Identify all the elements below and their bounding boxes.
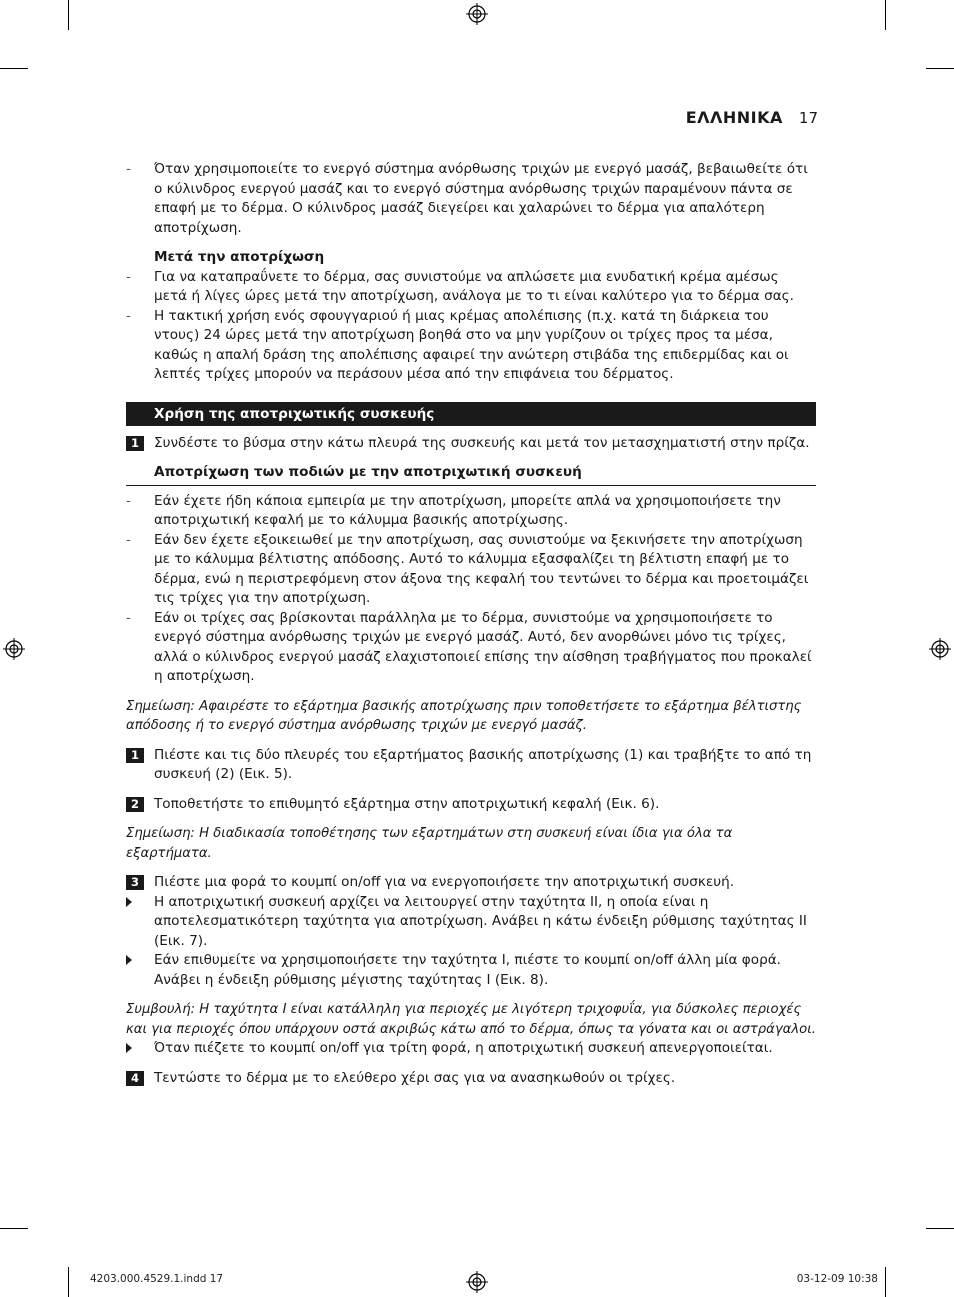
step-text: Πιέστε μια φορά το κουμπί on/off για να ενεργοποιήσετε την αποτριχωτική συσκευή. [154, 874, 735, 890]
step-number: 4 [126, 1071, 144, 1086]
step-item [126, 746, 816, 785]
step-number: 1 [126, 748, 144, 763]
page-header [686, 108, 818, 127]
crop-mark [926, 1228, 954, 1229]
step-number: 2 [126, 797, 144, 812]
registration-mark-icon [466, 1271, 488, 1293]
result-arrow-icon [126, 897, 132, 907]
registration-mark-icon [929, 638, 951, 660]
result-item [126, 893, 816, 952]
list-item: - Εάν οι τρίχες σας βρίσκονται παράλληλα με το δέρμα, συνιστούμε να χρησιμοποιήσετε το ενεργό σύστημα ανόρθωσης τριχών με ενεργό μασάζ. Αυτό, δεν ανορθώνει μόνο τις τρίχες, αλλά ο κύλινδρος ενεργού μασάζ ελαχιστοποιεί επίσης την αίσθηση τραβήγματος που προκαλεί η αποτρίχωση. [126, 609, 816, 687]
step-item [126, 795, 816, 815]
crop-mark [68, 0, 69, 30]
note-text: Σημείωση: Η διαδικασία τοποθέτησης των εξαρτημάτων στη συσκευή είναι ίδια για όλα τα εξαρτήματα. [126, 826, 733, 861]
registration-mark-icon [3, 638, 25, 660]
result-text: Η αποτριχωτική συσκευή αρχίζει να λειτουργεί στην ταχύτητα II, η οποία είναι η αποτελεσματικότερη ταχύτητα για αποτρίχωση. Ανάβει η κάτω ένδειξη ρύθμισης ταχύτητας II (Εικ. 7). [154, 893, 807, 949]
result-text: Εάν επιθυμείτε να χρησιμοποιήσετε την ταχύτητα I, πιέστε το κουμπί on/off άλλη μία φορά. Ανάβει η ένδειξη ρύθμισης μέγιστης ταχύτητας I (Εικ. 8). [154, 952, 782, 988]
crop-mark [926, 68, 954, 69]
step-item [126, 873, 816, 893]
step-text: Τοποθετήστε το επιθυμητό εξάρτημα στην αποτριχωτική κεφαλή (Εικ. 6). [154, 795, 660, 812]
step-text: Συνδέστε το βύσμα στην κάτω πλευρά της συσκευής και μετά τον μετασχηματιστή στην πρίζα. [154, 434, 810, 451]
step-text: Τεντώστε το δέρμα με το ελεύθερο χέρι σας για να ανασηκωθούν οι τρίχες. [154, 1069, 676, 1086]
step-number: 1 [126, 436, 144, 451]
result-text: Όταν πιέζετε το κουμπί on/off για τρίτη φορά, η αποτριχωτική συσκευή απενεργοποιείται. [154, 1040, 773, 1056]
result-item [126, 1039, 816, 1059]
step-number: 3 [126, 875, 144, 890]
result-item [126, 951, 816, 990]
page-number: 17 [798, 109, 818, 127]
result-arrow-icon [126, 955, 132, 965]
registration-mark-icon [466, 3, 488, 25]
tip-text: Συμβουλή: Η ταχύτητα I είναι κατάλληλη για περιοχές με λιγότερη τριχοφυΐα, για δύσκολες περιοχές και για περιοχές όπου υπάρχουν οστά ακριβώς κάτω από το δέρμα, όπως τα γόνατα και οι αστράγαλοι. [126, 1002, 816, 1037]
note-text: Σημείωση: Αφαιρέστε το εξάρτημα βασικής αποτρίχωσης πριν τοποθετήσετε το εξάρτημα βέλτιστης απόδοσης ή το ενεργό σύστημα ανόρθωσης τριχών με ενεργό μασάζ. [126, 698, 802, 733]
main-content [126, 160, 816, 1088]
step-item [126, 434, 816, 454]
crop-mark [0, 1228, 28, 1229]
section-subheading: Αποτρίχωση των ποδιών με την αποτριχωτική συσκευή [126, 463, 816, 486]
crop-mark [0, 68, 28, 69]
step-item [126, 1069, 816, 1089]
footer-file-info: 4203.000.4529.1.indd 17 [90, 1273, 224, 1285]
section-heading: Χρήση της αποτριχωτικής συσκευής [126, 402, 816, 426]
list-item: - Η τακτική χρήση ενός σφουγγαριού ή μιας κρέμας απολέπισης (π.χ. κατά τη διάρκεια του ντους) 24 ώρες μετά την αποτρίχωση βοηθά στο να μην γυρίζουν οι τρίχες προς τα μέσα, καθώς η απαλή δράση της απολέπισης αφαιρεί την ανώτερη στιβάδα της επιδερμίδας και οι λεπτές τρίχες μπορούν να περάσουν μέσα από την επιφάνεια του δέρματος. [126, 307, 816, 385]
list-item: - Για να καταπραΰνετε το δέρμα, σας συνιστούμε να απλώσετε μια ενυδατική κρέμα αμέσως μετά ή λίγες ώρες μετά την αποτρίχωση, ανάλογα με το τι είναι καλύτερο για το δέρμα σας. [126, 268, 816, 307]
section-subheading: Μετά την αποτρίχωση [154, 249, 325, 265]
list-item: - Εάν δεν έχετε εξοικειωθεί με την αποτρίχωση, σας συνιστούμε να ξεκινήσετε την αποτρίχωση με το κάλυμμα βέλτιστης απόδοσης. Αυτό το κάλυμμα εξασφαλίζει τη βέλτιστη επαφή με το δέρμα, ενώ η περιστρεφόμενη στον άξονα της κεφαλή του τεντώνει το δέρμα και προετοιμάζει τις τρίχες για την αποτρίχωση. [126, 531, 816, 609]
crop-mark [885, 1267, 886, 1297]
list-item: - Εάν έχετε ήδη κάποια εμπειρία με την αποτρίχωση, μπορείτε απλά να χρησιμοποιήσετε την αποτριχωτική κεφαλή με το κάλυμμα βασικής αποτρίχωσης. [126, 492, 816, 531]
step-text: Πιέστε και τις δύο πλευρές του εξαρτήματος βασικής αποτρίχωσης (1) και τραβήξτε το από τη συσκευή (2) (Εικ. 5). [154, 746, 812, 782]
footer-date: 03-12-09 10:38 [796, 1273, 878, 1285]
crop-mark [885, 0, 886, 30]
crop-mark [68, 1267, 69, 1297]
list-item: - Όταν χρησιμοποιείτε το ενεργό σύστημα ανόρθωσης τριχών με ενεργό μασάζ, βεβαιωθείτε ότι ο κύλινδρος ενεργού μασάζ και το ενεργό σύστημα ανόρθωσης τριχών παραμένουν πάντα σε επαφή με το δέρμα. Ο κύλινδρος μασάζ διεγείρει και χαλαρώνει το δέρμα για απαλότερη αποτρίχωση. [126, 160, 816, 238]
result-arrow-icon [126, 1043, 132, 1053]
language-title: ΕΛΛΗΝΙΚΑ [685, 108, 783, 127]
